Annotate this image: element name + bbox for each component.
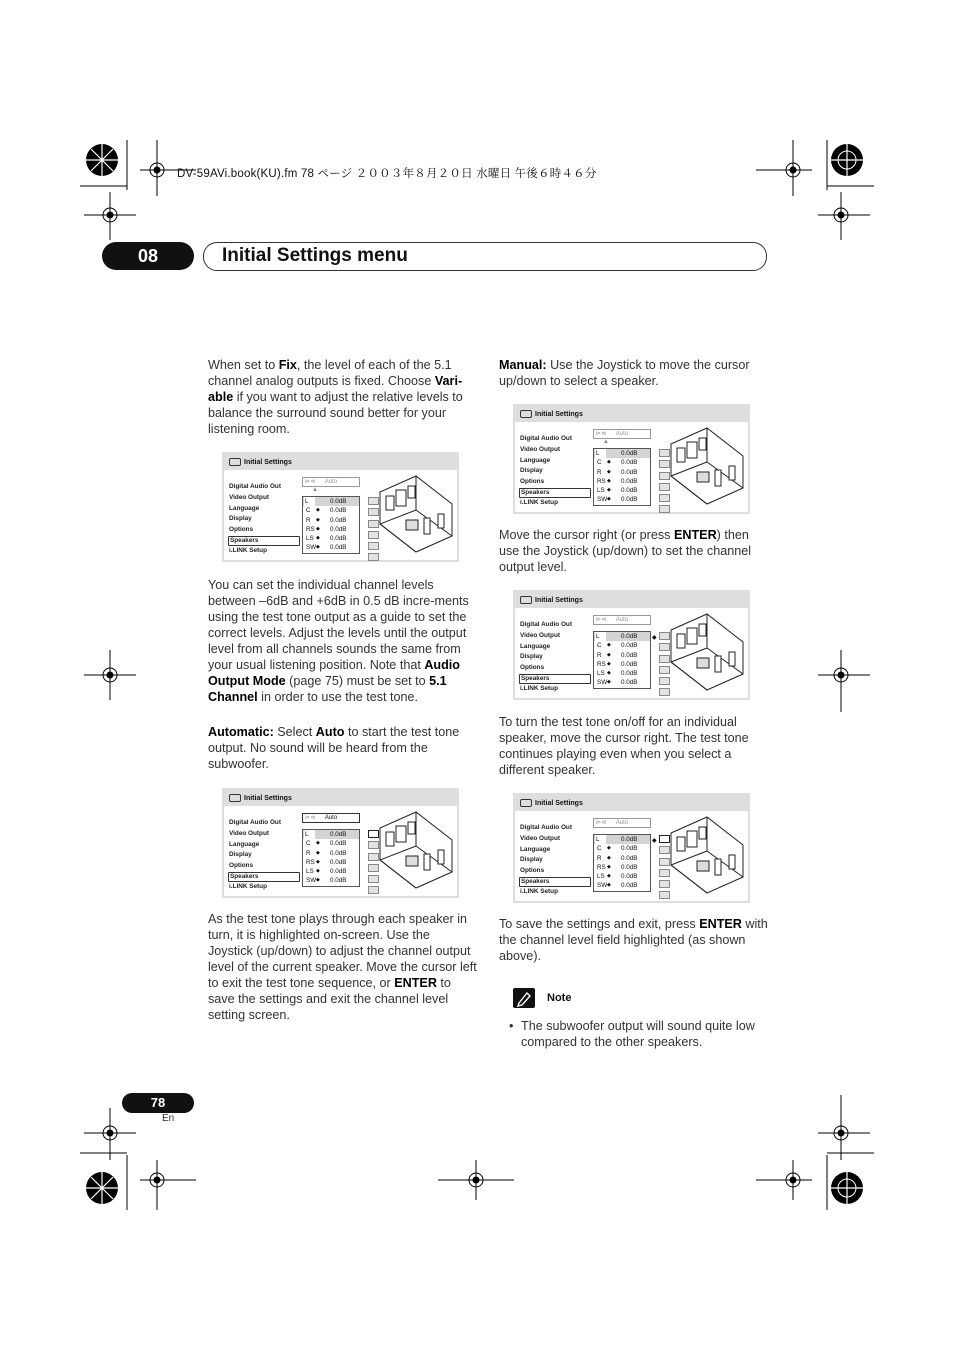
screen-fix-variable [222,452,459,562]
menu-item-speakers: Speakers [519,488,591,499]
menu-item-digital-audio-out: Digital Audio Out [229,483,281,490]
speaker-room-illustration [667,815,745,895]
left-paragraph-2: You can set the individual channel levels between –6dB and +6dB in 0.5 dB incre-ments using the test tone output as a guide to set the correct levels. Adjust the levels until the output level from all channels sounds the same from your usual listening position. Note that Audio Output Mode (page 75) must be set to 5.1 Channel in order to use the test tone. [208,578,469,704]
channel-panel [593,816,665,896]
cursor-diamond-icon: ◆ [652,838,657,844]
menu-item-language: Language [520,642,551,650]
screen-header: Initial Settings [520,596,583,604]
menu-item-display: Display [229,851,252,859]
note-pencil-icon [513,988,535,1008]
channel-row: R ◆ 0.0dB [597,651,638,659]
disc-icon [520,799,532,807]
channel-row: R ◆ 0.0dB [306,849,347,857]
menu-item-digital-audio-out: Digital Audio Out [520,621,572,628]
menu-item-language: Language [520,456,551,464]
right-paragraph-4: To save the settings and exit, press ENTER with the channel level field highlighted (as shown above). [499,917,768,963]
speaker-room-illustration [667,426,745,506]
screen-automatic [222,788,459,898]
screen-header: Initial Settings [229,458,292,466]
disc-icon [520,410,532,418]
menu-item-display: Display [520,467,543,475]
channel-row: C ◆ 0.0dB [597,459,638,467]
menu-item-display: Display [520,856,543,864]
page-number: 78 [122,1093,194,1113]
channel-row: C ◆ 0.0dB [597,845,638,853]
settings-menu [228,818,300,893]
auto-field: ⊳⊲ Auto [593,818,651,828]
menu-item-options: Options [229,526,254,534]
left-paragraph-4: As the test tone plays through each speaker in turn, it is highlighted on-screen. Use the Joystick (up/down) to adjust the channel output level of the current speaker. Move the cursor left to exit the test tone sequence, or ENTER to save the settings and exit the channel level setting screen. [208,912,477,1022]
menu-item-options: Options [520,867,545,875]
settings-menu [519,434,591,509]
channel-row: LS ◆ 0.0dB [597,873,638,881]
left-paragraph-1: When set to Fix, the level of each of the 5.1 channel analog outputs is fixed. Choose Vari-able if you want to adjust the relative levels to balance the surround sound better for your listening room. [208,358,463,436]
settings-menu [519,620,591,695]
channel-row: RS ◆ 0.0dB [597,477,638,485]
channel-list [302,496,360,554]
chapter-number-badge: 08 [102,242,194,270]
arrows-icon: ⊳⊲ [305,815,316,821]
channel-row: L 0.0dB [594,449,650,458]
menu-item-language: Language [520,845,551,853]
channel-row: L 0.0dB [594,632,650,641]
menu-item-speakers: Speakers [519,877,591,888]
menu-item-language: Language [229,840,260,848]
screen-test-tone [513,793,750,903]
left-paragraph-3: Automatic: Select Auto to start the test tone output. No sound will be heard from the subwoofer. [208,725,460,771]
channel-row: C ◆ 0.0dB [306,507,347,515]
channel-row: SW ◆ 0.0dB [597,679,638,687]
arrows-icon: ⊳⊲ [596,431,607,437]
menu-item-speakers: Speakers [519,674,591,685]
settings-menu [519,823,591,898]
channel-row: C ◆ 0.0dB [597,642,638,650]
screen-manual-level [513,590,750,700]
channel-row: R ◆ 0.0dB [597,468,638,476]
channel-list [593,631,651,689]
right-paragraph-1: Manual: Use the Joystick to move the cursor up/down to select a speaker. [499,358,750,388]
menu-item-speakers: Speakers [228,872,300,883]
menu-item-speakers: Speakers [228,536,300,547]
channel-row: RS ◆ 0.0dB [306,858,347,866]
channel-row: R ◆ 0.0dB [306,516,347,524]
channel-panel [593,427,665,507]
speaker-room-illustration [667,612,745,692]
menu-item-ilink-setup: i.LINK Setup [520,499,558,507]
menu-item-video-output: Video Output [229,829,269,837]
auto-field: ⊳⊲ Auto [302,477,360,487]
chapter-title: Initial Settings menu [222,245,408,266]
speaker-room-illustration [376,474,454,554]
channel-row: SW ◆ 0.0dB [306,544,347,552]
menu-item-language: Language [229,504,260,512]
channel-panel [302,475,374,555]
menu-item-display: Display [229,515,252,523]
screen-manual-select [513,404,750,514]
menu-item-ilink-setup: i.LINK Setup [520,888,558,896]
screen-header: Initial Settings [520,799,583,807]
channel-row: RS ◆ 0.0dB [597,660,638,668]
disc-icon [520,596,532,604]
menu-item-video-output: Video Output [229,493,269,501]
cursor-diamond-icon: ◆ [652,635,657,641]
menu-item-ilink-setup: i.LINK Setup [229,883,267,891]
arrows-icon: ⊳⊲ [596,820,607,826]
file-header: DV-59AVi.book(KU).fm 78 ページ ２００３年８月２０日 水曜日 午後６時４６分 [177,168,597,180]
menu-item-video-output: Video Output [520,445,560,453]
channel-row: RS ◆ 0.0dB [306,525,347,533]
channel-list [302,829,360,887]
arrows-icon: ⊳⊲ [305,479,316,485]
arrows-icon: ⊳⊲ [596,617,607,623]
menu-item-digital-audio-out: Digital Audio Out [520,824,572,831]
menu-item-display: Display [520,653,543,661]
menu-item-digital-audio-out: Digital Audio Out [229,819,281,826]
menu-item-options: Options [229,862,254,870]
channel-row: L 0.0dB [303,497,359,506]
screen-header: Initial Settings [229,794,292,802]
channel-row: C ◆ 0.0dB [306,840,347,848]
auto-field: ⊳⊲ Auto [302,813,360,823]
disc-icon [229,458,241,466]
page-language: En [162,1113,175,1124]
right-paragraph-3: To turn the test tone on/off for an individual speaker, move the cursor right. The test tone continues playing even when you select a different speaker. [499,715,749,777]
disc-icon [229,794,241,802]
channel-list [593,834,651,892]
menu-item-options: Options [520,478,545,486]
channel-row: LS ◆ 0.0dB [597,670,638,678]
auto-field: ⊳⊲ Auto [593,615,651,625]
menu-item-video-output: Video Output [520,631,560,639]
note-bullet: • The subwoofer output will sound quite low compared to the other speakers. [509,1019,755,1049]
screen-header: Initial Settings [520,410,583,418]
up-triangle-icon: ▲ [603,439,609,445]
menu-item-video-output: Video Output [520,834,560,842]
up-triangle-icon: ▲ [312,487,318,493]
channel-row: RS ◆ 0.0dB [597,863,638,871]
channel-panel [593,613,665,693]
channel-row: LS ◆ 0.0dB [306,535,347,543]
channel-row: R ◆ 0.0dB [597,854,638,862]
menu-item-ilink-setup: i.LINK Setup [229,547,267,555]
menu-item-ilink-setup: i.LINK Setup [520,685,558,693]
channel-row: SW ◆ 0.0dB [597,882,638,890]
auto-field: ⊳⊲ Auto [593,429,651,439]
channel-row: L 0.0dB [594,835,650,844]
note-label: Note [547,992,572,1004]
settings-menu [228,482,300,557]
channel-list [593,448,651,506]
channel-row: SW ◆ 0.0dB [597,496,638,504]
speaker-room-illustration [376,810,454,890]
channel-row: LS ◆ 0.0dB [597,487,638,495]
channel-row: SW ◆ 0.0dB [306,877,347,885]
menu-item-digital-audio-out: Digital Audio Out [520,435,572,442]
channel-row: LS ◆ 0.0dB [306,868,347,876]
channel-row: L 0.0dB [303,830,359,839]
channel-panel [302,811,374,891]
right-paragraph-2: Move the cursor right (or press ENTER) then use the Joystick (up/down) to set the channel output level. [499,528,752,574]
menu-item-options: Options [520,664,545,672]
